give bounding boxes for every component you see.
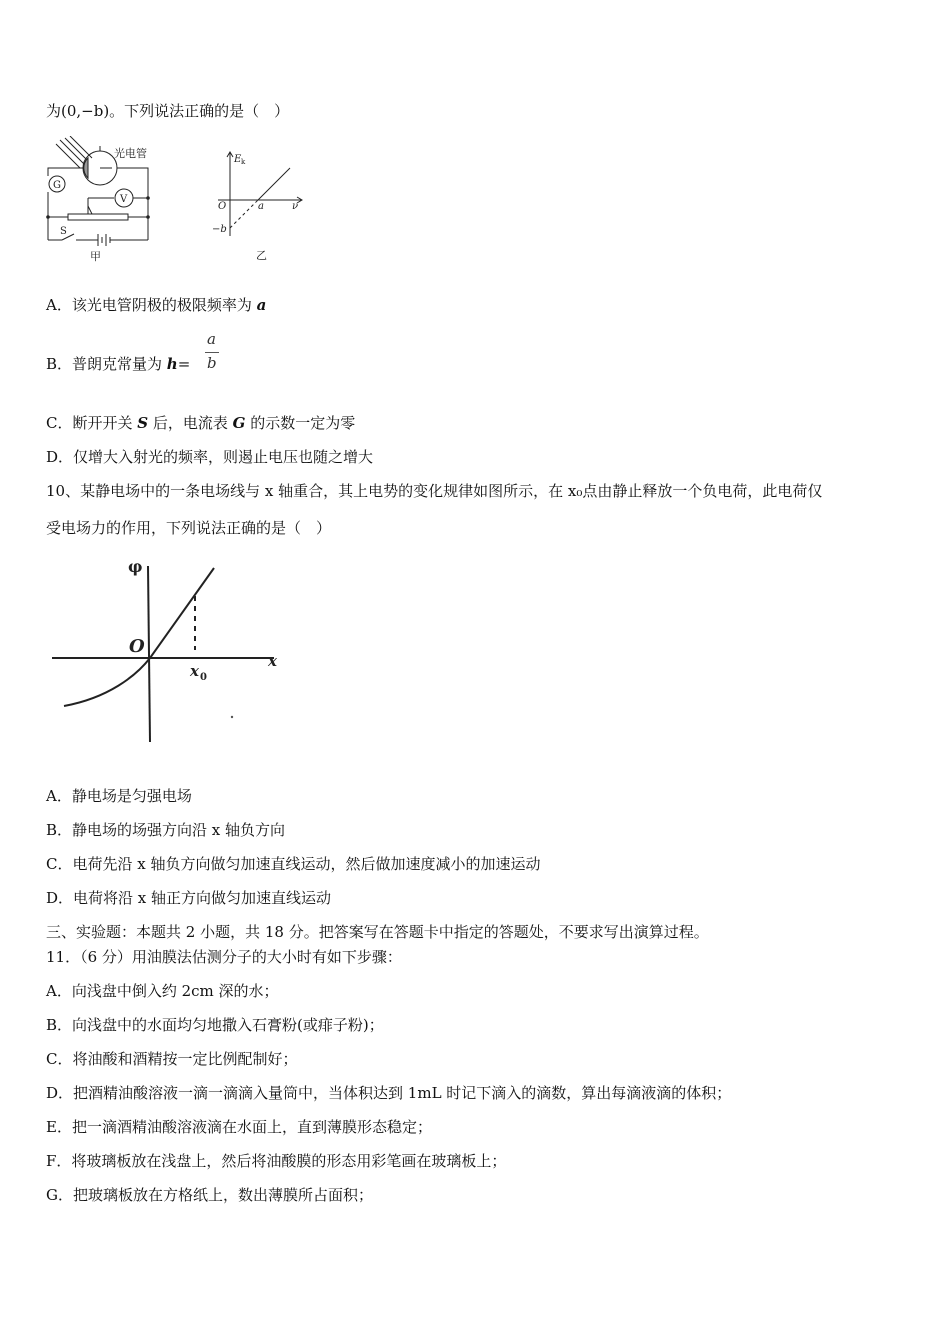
- q9-option-b-eq: =: [177, 355, 191, 373]
- q9-option-a-var: a: [256, 296, 267, 314]
- caption-jia: 甲: [90, 250, 101, 263]
- x0-sub: 0: [200, 672, 207, 683]
- q9-option-c-text3: 的示数一定为零: [245, 414, 356, 432]
- q11-step-g: G．把玻璃板放在方格纸上，数出薄膜所占面积；: [46, 1186, 373, 1204]
- q9-option-b: [46, 354, 190, 374]
- g-label: G: [53, 180, 61, 191]
- q11-step-e: E．把一滴酒精油酸溶液滴在水面上，直到薄膜形态稳定；: [46, 1118, 432, 1136]
- phi-label: φ: [128, 557, 143, 576]
- v-label: V: [120, 194, 128, 205]
- q9-option-a-text: A．该光电管阴极的极限频率为: [46, 296, 257, 314]
- q9-option-d: D．仅增大入射光的频率，则遏止电压也随之增大: [46, 448, 374, 466]
- fraction-denominator: b: [207, 354, 217, 372]
- q9-option-a: [46, 295, 266, 315]
- a-label: a: [258, 201, 264, 212]
- q10-option-d: D．电荷将沿 x 轴正方向做匀加速直线运动: [46, 889, 332, 907]
- q9-option-c-g: G: [232, 414, 246, 432]
- q11-step-b: B．向浅盘中的水面均匀地撒入石膏粉(或痱子粉)；: [46, 1016, 384, 1034]
- figure-yi-graph: [210, 146, 310, 264]
- q11-step-a: A．向浅盘中倒入约 2cm 深的水；: [46, 982, 279, 1000]
- q9-option-c-s: S: [137, 414, 149, 432]
- q9-option-c-text2: 后，电流表: [148, 414, 233, 432]
- neg-b-label: −b: [212, 224, 227, 235]
- q10-potential-graph: [48, 552, 293, 752]
- section3-header: 三、实验题：本题共 2 小题，共 18 分。把答案写在答题卡中指定的答题处，不要求写出演算过程。: [46, 923, 709, 941]
- origin-label: O: [218, 201, 227, 212]
- q9-option-c: [46, 413, 355, 433]
- caption-yi: 乙: [256, 249, 267, 262]
- q10-option-c: C．电荷先沿 x 轴负方向做匀加速直线运动，然后做加速度减小的加速运动: [46, 855, 541, 873]
- q9-stem-tail: 为(0,−b)。下列说法正确的是（ ）: [46, 102, 290, 120]
- q11-step-d: D．把酒精油酸溶液一滴一滴滴入量筒中，当体积达到 1mL 时记下滴入的滴数，算出每滴液滴的体积；: [46, 1084, 732, 1102]
- q10-option-a: A．静电场是匀强电场: [46, 787, 192, 805]
- s-label: S: [60, 226, 67, 237]
- x0-label: x: [190, 662, 199, 680]
- fraction-bar: [205, 352, 219, 353]
- fraction-numerator: a: [207, 330, 216, 348]
- q9-option-b-var: h: [166, 355, 178, 373]
- q10-option-b: B．静电场的场强方向沿 x 轴负方向: [46, 821, 286, 839]
- q11-step-f: F．将玻璃板放在浅盘上，然后将油酸膜的形态用彩笔画在玻璃板上；: [46, 1152, 507, 1170]
- q11-step-c: C．将油酸和酒精按一定比例配制好；: [46, 1050, 298, 1068]
- q10-origin-label: O: [129, 636, 145, 657]
- q9-option-c-text1: C．断开开关: [46, 414, 138, 432]
- q10-stem-line1: 10、某静电场中的一条电场线与 x 轴重合，其上电势的变化规律如图所示，在 x₀点由静止释放一个负电荷，此电荷仅: [46, 482, 823, 500]
- q9-option-b-text: B．普朗克常量为: [46, 355, 167, 373]
- nu-label: ν: [292, 201, 299, 212]
- q11-stem: 11．（6 分）用油膜法估测分子的大小时有如下步骤：: [46, 948, 402, 966]
- figure-jia-circuit: [40, 136, 170, 264]
- ek-label: E: [234, 154, 242, 165]
- q10-stem-line2: 受电场力的作用，下列说法正确的是（ ）: [46, 519, 332, 537]
- ek-sub: k: [241, 158, 246, 166]
- x-axis-label: x: [268, 652, 277, 670]
- tube-label: 光电管: [114, 147, 147, 160]
